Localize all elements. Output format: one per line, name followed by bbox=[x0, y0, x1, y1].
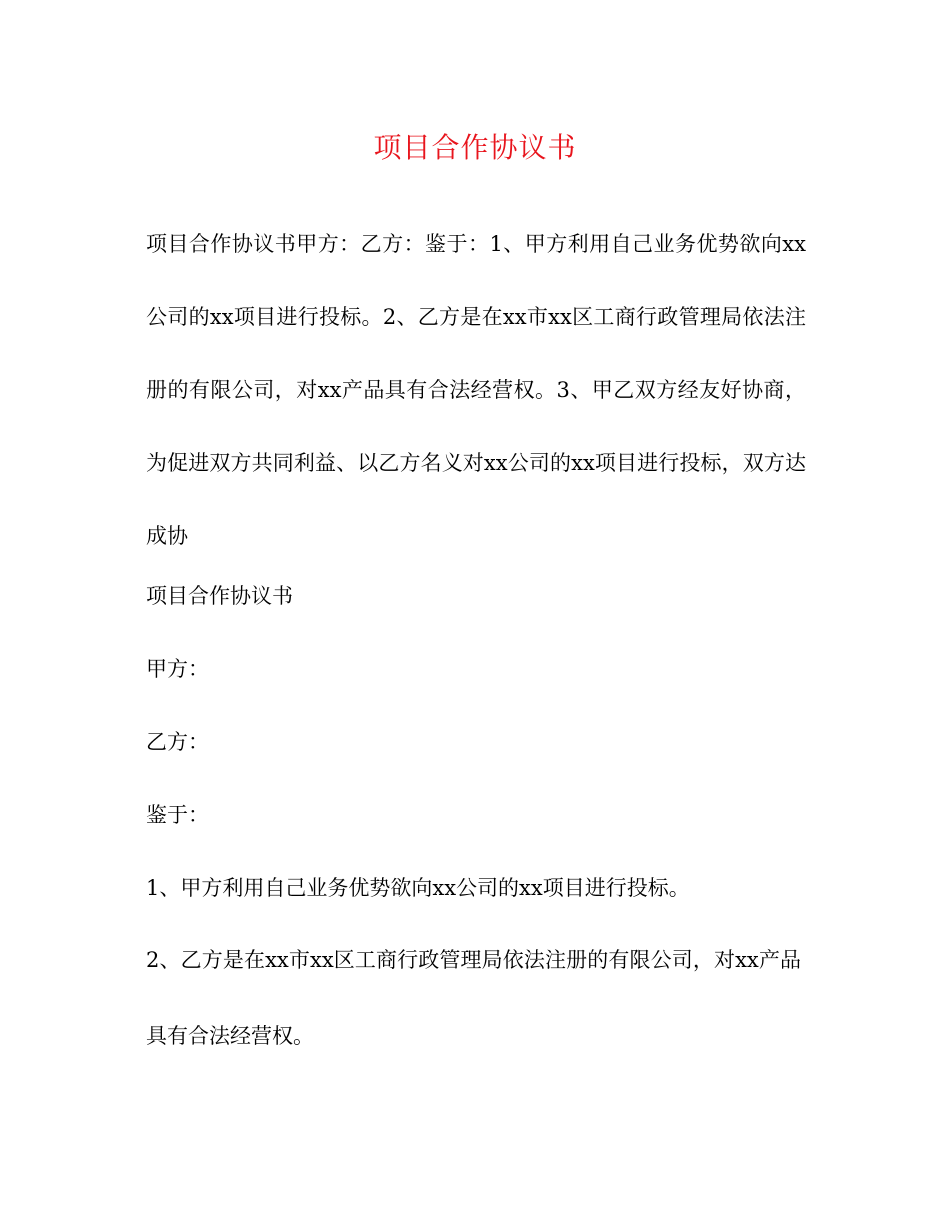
party-a-label: 甲方： bbox=[146, 657, 209, 681]
section-heading: 项目合作协议书 bbox=[146, 584, 293, 608]
party-b-label: 乙方： bbox=[146, 730, 209, 754]
clause-1: 1、甲方利用自己业务优势欲向xx公司的xx项目进行投标。 bbox=[146, 876, 690, 900]
summary-paragraph: 项目合作协议书甲方：乙方：鉴于：1、甲方利用自己业务优势欲向xx公司的xx项目进行投标。2、乙方是在xx市xx区工商行政管理局依法注册的有限公司，对xx产品具有合法经营权。3、甲乙双方经友好协商，为促进双方共同利益、以乙方名义对xx公司的xx项目进行投标，双方达成协 bbox=[146, 232, 806, 548]
clause-2: 2、乙方是在xx市xx区工商行政管理局依法注册的有限公司，对xx产品具有合法经营权。 bbox=[146, 948, 801, 1048]
document-title: 项目合作协议书 bbox=[373, 131, 577, 164]
whereas-label: 鉴于： bbox=[146, 803, 209, 827]
